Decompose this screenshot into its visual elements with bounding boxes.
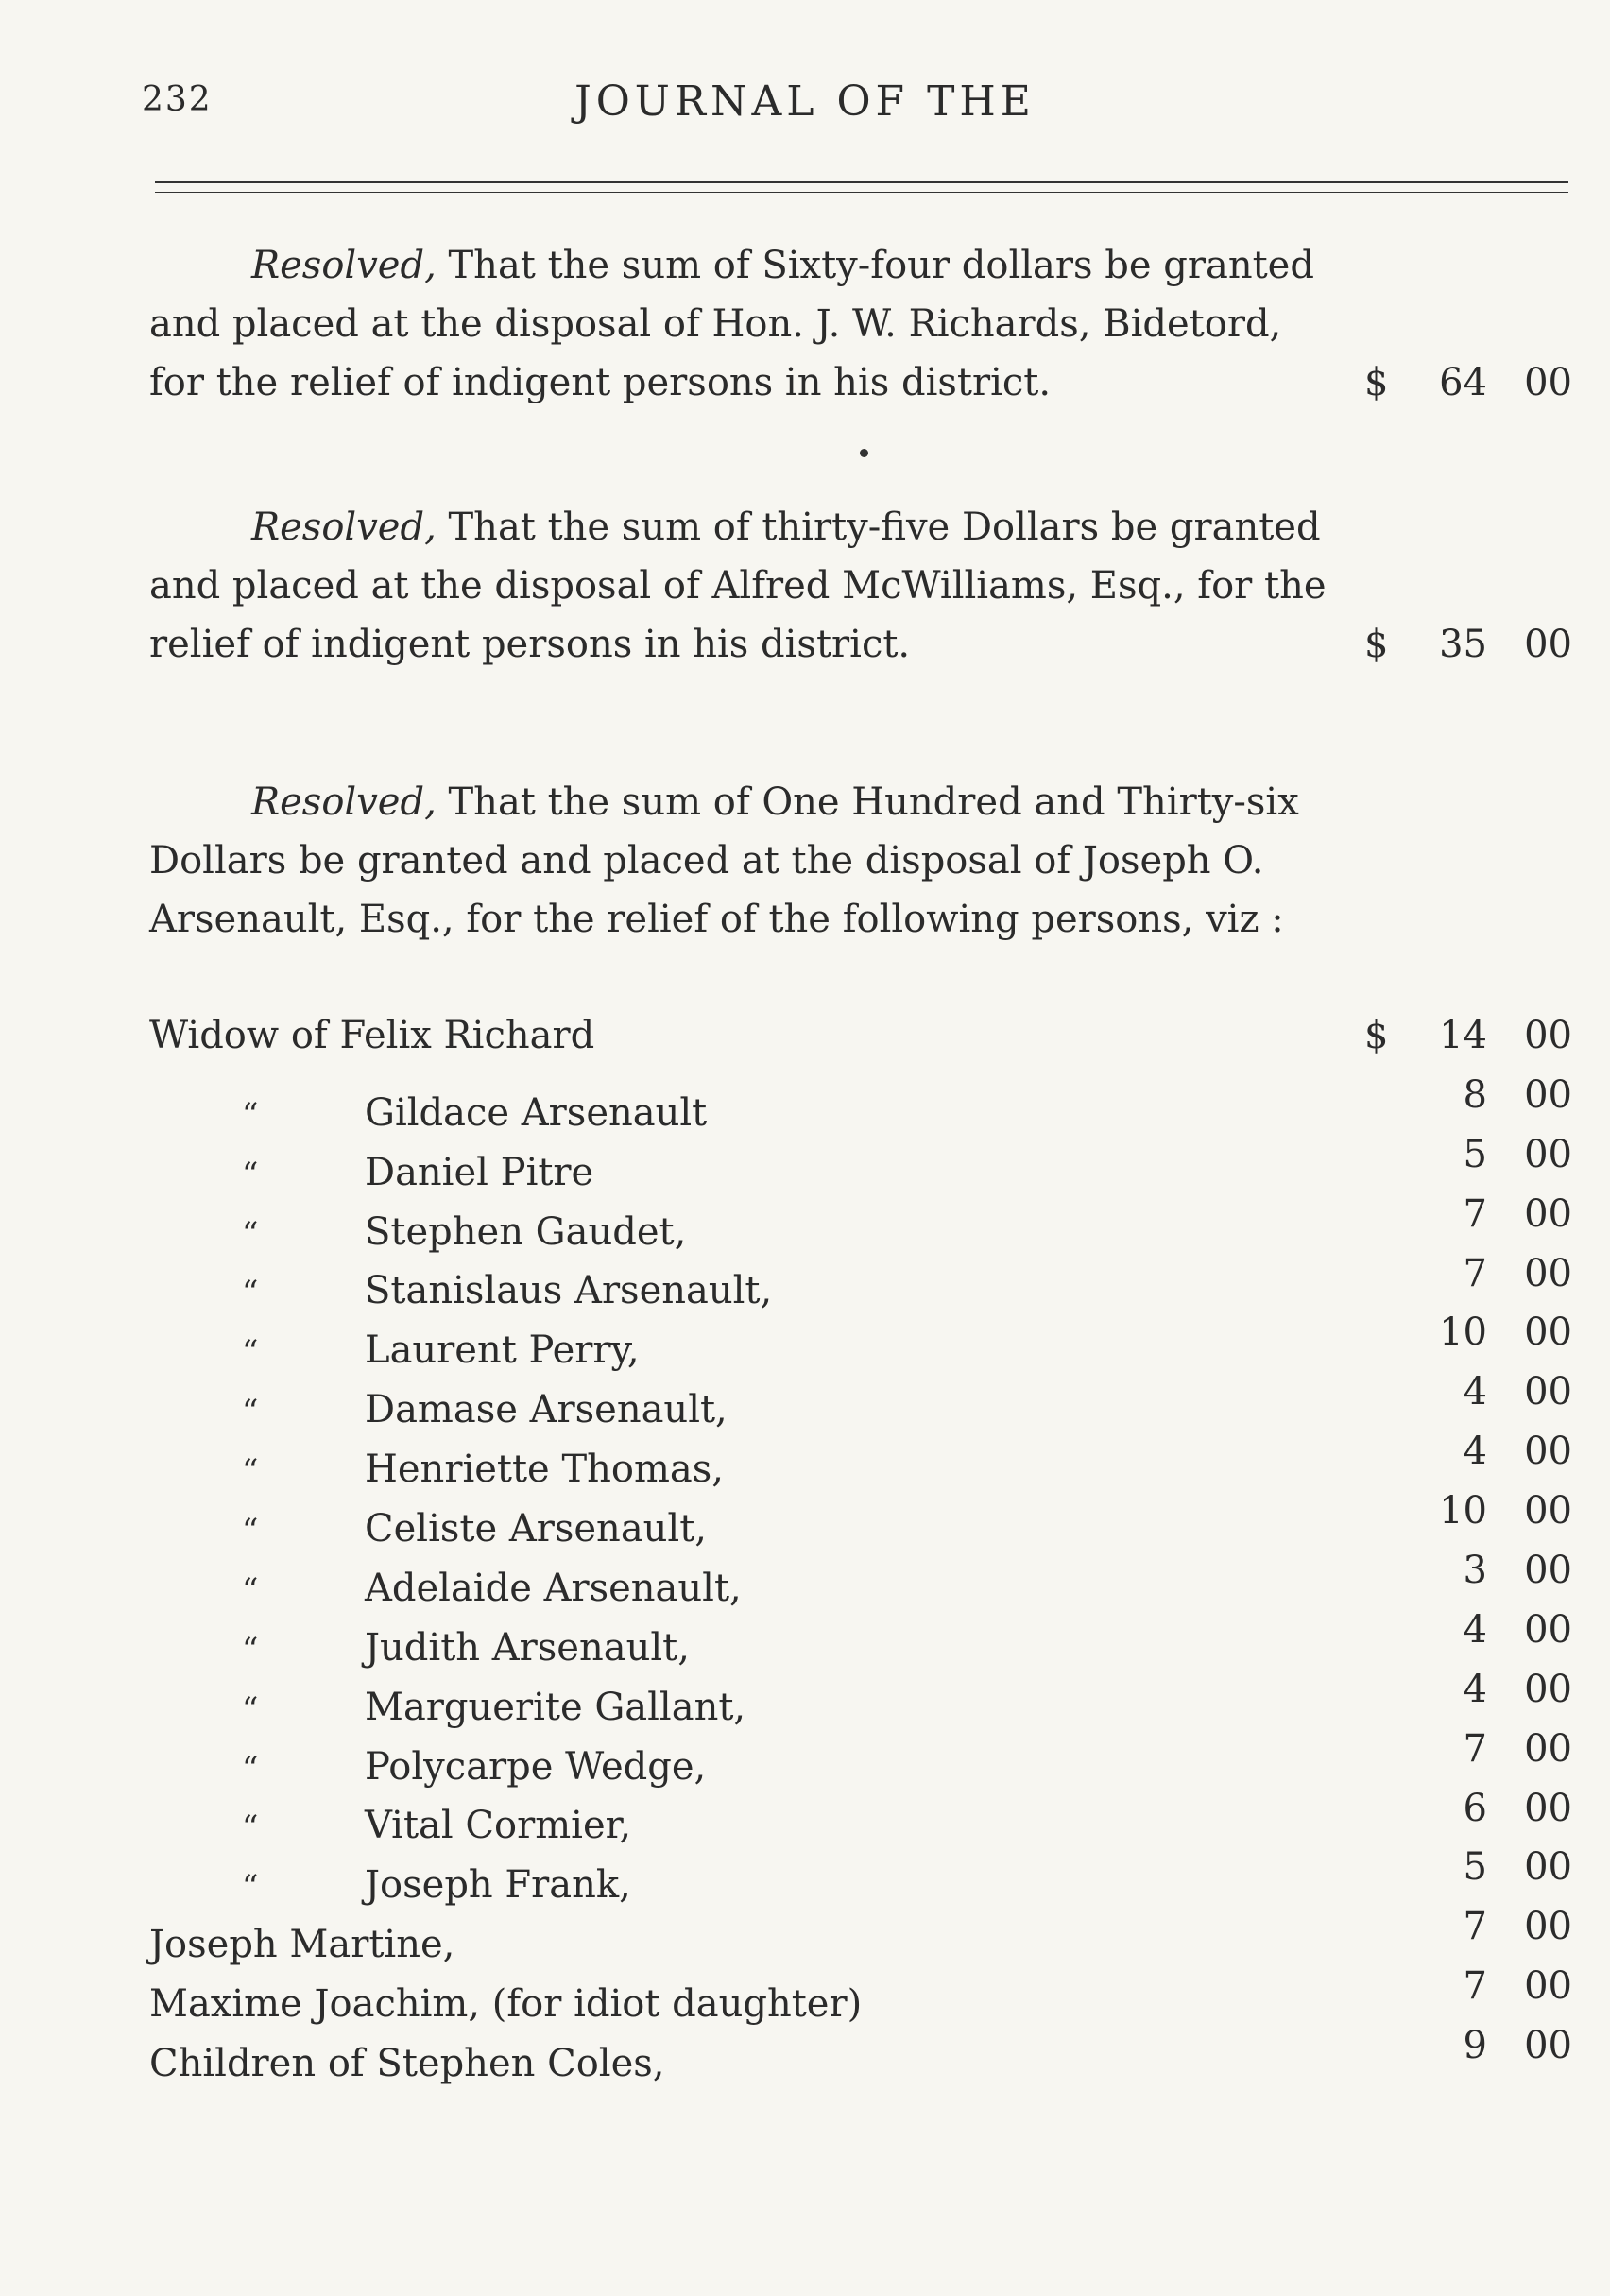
- ditto-mark: “: [242, 1868, 259, 1907]
- ditto-mark: “: [242, 1808, 259, 1847]
- amount-dollar-sign: $: [1364, 623, 1389, 666]
- resolved-lead: Resolved,: [251, 780, 437, 824]
- beneficiary-name: Vital Cormier,: [365, 1804, 632, 1848]
- resolution-line: and placed at the disposal of Hon. J. W. Richards, Bidetord,: [149, 302, 1282, 346]
- header-rule-top: [155, 181, 1568, 183]
- amount-cents: 00: [1524, 1191, 1572, 1236]
- beneficiary-name: Children of Stephen Coles,: [149, 2042, 665, 2086]
- amount-dollars: 6: [1463, 1786, 1487, 1830]
- beneficiary-row: [149, 1066, 1572, 1135]
- beneficiary-name: Daniel Pitre: [365, 1150, 594, 1194]
- beneficiary-amount: [1364, 1422, 1572, 1482]
- amount-cents: 00: [1524, 1489, 1572, 1534]
- beneficiary-name: Maxime Joachim, (for idiot daughter): [149, 1982, 863, 2027]
- amount-cents: 00: [1524, 1072, 1572, 1117]
- resolution-2: [149, 498, 1572, 674]
- resolution-text: That the sum of Sixty-four dollars be granted: [448, 244, 1314, 287]
- resolution-line: and placed at the disposal of Alfred McWilliams, Esq., for the: [149, 564, 1327, 608]
- beneficiary-name: Joseph Frank,: [365, 1863, 631, 1908]
- resolution-line: Dollars be granted and placed at the disposal of Joseph O.: [149, 839, 1264, 882]
- beneficiary-amount: [1364, 1066, 1572, 1125]
- amount-cents: 00: [1524, 1786, 1572, 1830]
- amount-dollars: 4: [1463, 1370, 1487, 1414]
- amount-dollars: 5: [1463, 1132, 1487, 1176]
- page-header-title: JOURNAL OF THE: [574, 77, 1036, 126]
- beneficiary-amount: [1364, 1185, 1572, 1244]
- amount-dollars: 14: [1439, 1014, 1487, 1057]
- resolution-text: relief of indigent persons in his district.: [149, 623, 911, 666]
- amount-dollar-sign: $: [1364, 1014, 1389, 1057]
- beneficiary-name: Judith Arsenault,: [365, 1625, 690, 1670]
- beneficiary-name: Adelaide Arsenault,: [365, 1566, 742, 1610]
- beneficiary-amount: [1364, 1303, 1572, 1362]
- resolution-amount: [1364, 353, 1572, 412]
- resolved-lead: Resolved,: [251, 244, 437, 287]
- stray-print-mark: [860, 449, 868, 457]
- beneficiary-amount: [1364, 1244, 1572, 1304]
- beneficiary-name: Marguerite Gallant,: [365, 1685, 746, 1729]
- resolution-text: That the sum of One Hundred and Thirty-six: [448, 780, 1299, 824]
- ditto-mark: “: [242, 1274, 259, 1312]
- beneficiary-name: Widow of Felix Richard: [149, 1014, 595, 1057]
- beneficiary-amount: [1364, 2016, 1572, 2076]
- ditto-mark: “: [242, 1630, 259, 1669]
- beneficiary-amount: [1364, 1720, 1572, 1779]
- ditto-mark: “: [242, 1512, 259, 1551]
- beneficiary-amount: [1364, 1660, 1572, 1720]
- amount-dollars: 5: [1463, 1845, 1487, 1890]
- beneficiary-name: Stephen Gaudet,: [365, 1209, 687, 1254]
- ditto-mark: “: [242, 1393, 259, 1431]
- beneficiary-amount: [1364, 1601, 1572, 1660]
- ditto-mark: “: [242, 1214, 259, 1253]
- amount-dollars: 3: [1463, 1549, 1487, 1593]
- amount-cents: 00: [1524, 1132, 1572, 1176]
- beneficiary-amount: [1364, 1362, 1572, 1422]
- ditto-mark: “: [242, 1095, 259, 1134]
- amount-cents: 00: [1524, 1845, 1572, 1890]
- amount-dollar-sign: $: [1364, 361, 1389, 404]
- beneficiary-amount: [1364, 1125, 1572, 1185]
- resolution-amount: [1364, 615, 1572, 674]
- ditto-mark: “: [242, 1570, 259, 1609]
- amount-cents: 00: [1524, 1726, 1572, 1771]
- beneficiary-list: [149, 1006, 1572, 2086]
- beneficiary-name: Laurent Perry,: [365, 1328, 640, 1373]
- amount-cents: 00: [1524, 1549, 1572, 1593]
- amount-cents: 00: [1524, 1014, 1572, 1057]
- beneficiary-amount: [1364, 1897, 1572, 1957]
- amount-dollars: 4: [1463, 1430, 1487, 1474]
- beneficiary-amount: [1364, 1779, 1572, 1839]
- amount-dollars: 7: [1463, 1251, 1487, 1295]
- amount-cents: 00: [1524, 1370, 1572, 1414]
- resolved-lead: Resolved,: [251, 505, 437, 549]
- resolution-line: [149, 615, 1572, 674]
- amount-cents: 00: [1524, 1607, 1572, 1652]
- amount-dollars: 7: [1463, 1726, 1487, 1771]
- resolution-line: [149, 498, 1572, 557]
- amount-dollars: 35: [1439, 623, 1487, 666]
- amount-dollars: 7: [1463, 1905, 1487, 1949]
- amount-cents: 00: [1524, 623, 1572, 666]
- beneficiary-name: Gildace Arsenault: [365, 1090, 708, 1135]
- amount-dollars: 9: [1463, 2024, 1487, 2068]
- amount-cents: 00: [1524, 1311, 1572, 1355]
- amount-cents: 00: [1524, 1251, 1572, 1295]
- beneficiary-name: Joseph Martine,: [149, 1923, 455, 1967]
- resolution-line: [149, 236, 1572, 295]
- amount-dollars: 64: [1439, 361, 1487, 404]
- ditto-mark: “: [242, 1155, 259, 1193]
- amount-dollars: 4: [1463, 1667, 1487, 1711]
- header-rule-bottom: [155, 192, 1568, 193]
- beneficiary-name: Polycarpe Wedge,: [365, 1744, 707, 1789]
- amount-dollars: 8: [1463, 1072, 1487, 1117]
- ditto-mark: “: [242, 1452, 259, 1491]
- beneficiary-amount: [1364, 1482, 1572, 1541]
- resolution-3: [149, 773, 1572, 949]
- amount-cents: 00: [1524, 1667, 1572, 1711]
- ditto-mark: “: [242, 1749, 259, 1788]
- ditto-mark: “: [242, 1333, 259, 1372]
- amount-dollars: 10: [1439, 1311, 1487, 1355]
- amount-cents: 00: [1524, 1964, 1572, 2009]
- resolution-text: That the sum of thirty-five Dollars be granted: [448, 505, 1321, 549]
- beneficiary-amount: [1364, 1006, 1572, 1066]
- ditto-mark: “: [242, 1689, 259, 1728]
- resolution-line: [149, 353, 1572, 412]
- amount-dollars: 4: [1463, 1607, 1487, 1652]
- beneficiary-name: Damase Arsenault,: [365, 1388, 728, 1432]
- resolution-line: [149, 773, 1572, 831]
- amount-dollars: 7: [1463, 1191, 1487, 1236]
- resolution-line: Arsenault, Esq., for the relief of the following persons, viz :: [149, 898, 1284, 941]
- amount-dollars: 7: [1463, 1964, 1487, 2009]
- page-number: 232: [142, 80, 213, 119]
- beneficiary-amount: [1364, 1541, 1572, 1601]
- amount-cents: 00: [1524, 361, 1572, 404]
- amount-cents: 00: [1524, 2024, 1572, 2068]
- beneficiary-amount: [1364, 1957, 1572, 2016]
- amount-cents: 00: [1524, 1905, 1572, 1949]
- resolution-1: [149, 236, 1572, 412]
- beneficiary-amount: [1364, 1838, 1572, 1897]
- beneficiary-name: Stanislaus Arsenault,: [365, 1269, 773, 1313]
- resolution-text: for the relief of indigent persons in his district.: [149, 361, 1052, 404]
- beneficiary-name: Celiste Arsenault,: [365, 1507, 708, 1551]
- beneficiary-row: [149, 1006, 1572, 1066]
- amount-cents: 00: [1524, 1430, 1572, 1474]
- amount-dollars: 10: [1439, 1489, 1487, 1534]
- beneficiary-name: Henriette Thomas,: [365, 1448, 724, 1492]
